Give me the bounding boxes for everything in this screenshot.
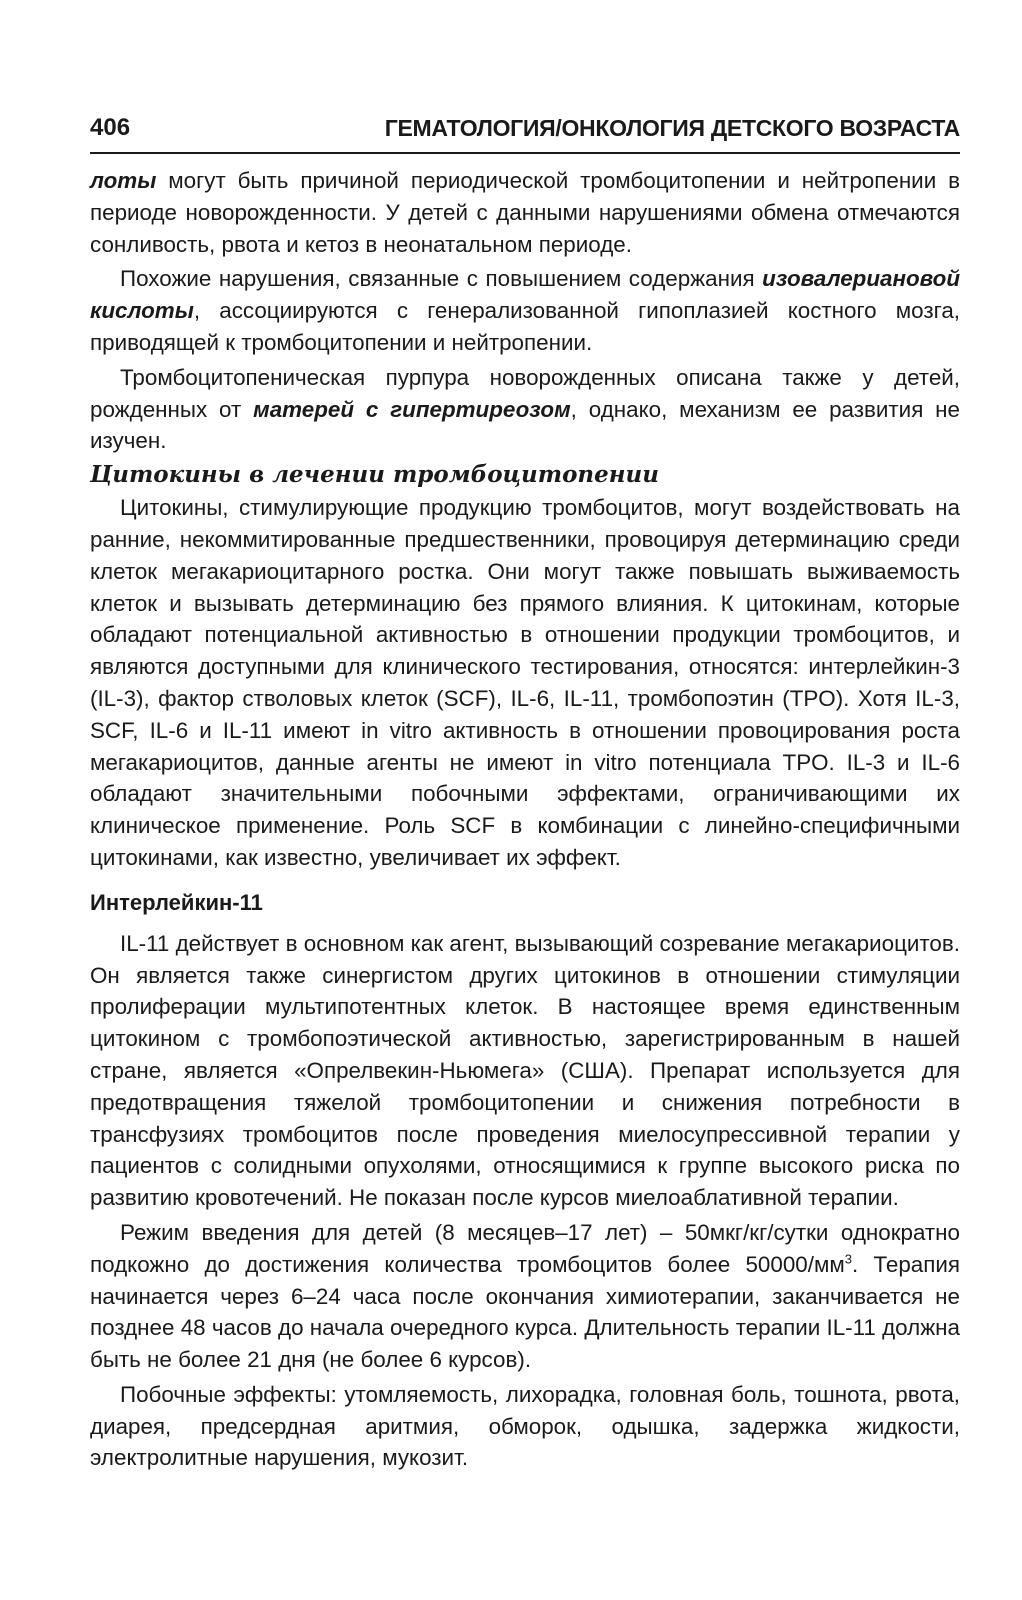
paragraph-3	[90, 362, 960, 457]
section-title: Цитокины в лечении тромбоцитопении	[90, 461, 659, 489]
emphasis-term: матерей с гипертиреозом	[253, 396, 571, 422]
paragraph-text: , ассоциируются с генерализованной гипоплазией костного мозга, приводящей к тромбоцитопении и нейтропении.	[90, 298, 960, 355]
paragraph-text: . Терапия начинается через 6–24 часа после окончания химиотерапии, заканчивается не позднее 48 часов до начала очередного курса. Длительность терапии IL-11 должна быть не более 21 дня (не более 6 курсов).	[90, 1251, 960, 1373]
paragraph-1	[90, 165, 960, 260]
page-header	[90, 112, 960, 154]
paragraph-text: Тромбоцитопеническая пурпура новорожденных описана также у детей, рожденных от	[90, 364, 960, 422]
paragraph-text: Режим введения для детей (8 месяцев–17 лет) – 50мкг/кг/сутки однократно подкожно до достижения количества тромбоцитов более 50000/мм	[90, 1219, 960, 1277]
running-title: ГЕМАТОЛОГИЯ/ОНКОЛОГИЯ ДЕТСКОГО ВОЗРАСТА	[384, 115, 960, 141]
paragraph-text: Похожие нарушения, связанные с повышением содержания	[120, 266, 763, 292]
emphasis-term: лоты	[90, 168, 157, 193]
paragraph-7: Побочные эффекты: утомляемость, лихорадка, головная боль, тошнота, рвота, диарея, предсердная аритмия, обморок, одышка, задержка жидкости, электролитные нарушения, мукозит.	[90, 1381, 960, 1471]
paragraph-text: могут быть причиной периодической тромбоцитопении и нейтропении в периоде новорожденности. У детей с данными нарушениями обмена отмечаются сонливость, рвота и кетоз в неонатальном периоде.	[90, 168, 960, 257]
paragraph-text: , однако, механизм ее развития не изучен.	[90, 396, 960, 454]
subsection-title: Интерлейкин-11	[90, 889, 263, 915]
emphasis-term: изовалериановой кислоты	[90, 266, 960, 324]
paragraph-5: IL-11 действует в основном как агент, вызывающий созревание мегакариоцитов. Он является также синергистом других цитокинов в отношении стимуляции пролиферации мультипотентных клеток. В настоящее время единственным цитокином с тромбопоэтической активностью, зарегистрированным в нашей стране, является «Опрелвекин-Ньюмега» (США). Препарат используется для предотвращения тяжелой тромбоцитопении и снижения потребности в трансфузиях тромбоцитов после проведения миелосупрессивной терапии у пациентов с солидными опухолями, относящимися к группе высокого риска по развитию кровотечений. Не показан после курсов миелоаблативной терапии.	[90, 930, 960, 1211]
paragraph-6	[90, 1217, 960, 1376]
superscript: 3	[844, 1251, 852, 1267]
paragraph-4: Цитокины, стимулирующие продукцию тромбоцитов, могут воздействовать на ранние, некоммитированные предшественники, провоцируя детерминацию среди клеток мегакариоцитарного ростка. Они могут также повышать выживаемость клеток и вызывать детерминацию без прямого влияния. К цитокинам, которые обладают потенциальной активностью в отношении продукции тромбоцитов, и являются доступными для клинического тестирования, относятся: интерлейкин-3 (IL-3), фактор стволовых клеток (SCF), IL-6, IL-11, тромбопоэтин (TPO). Хотя IL-3, SCF, IL-6 и IL-11 имеют in vitro активность в отношении провоцирования роста мегакариоцитов, данные агенты не имеют in vitro потенциала TPO. IL-3 и IL-6 обладают значительными побочными эффектами, ограничивающими их клиническое применение. Роль SCF в комбинации с линейно-специфичными цитокинами, как известно, увеличивает их эффект.	[90, 495, 960, 870]
paragraph-2	[90, 263, 960, 358]
page-body	[90, 165, 960, 1474]
page-number: 406	[90, 114, 131, 141]
